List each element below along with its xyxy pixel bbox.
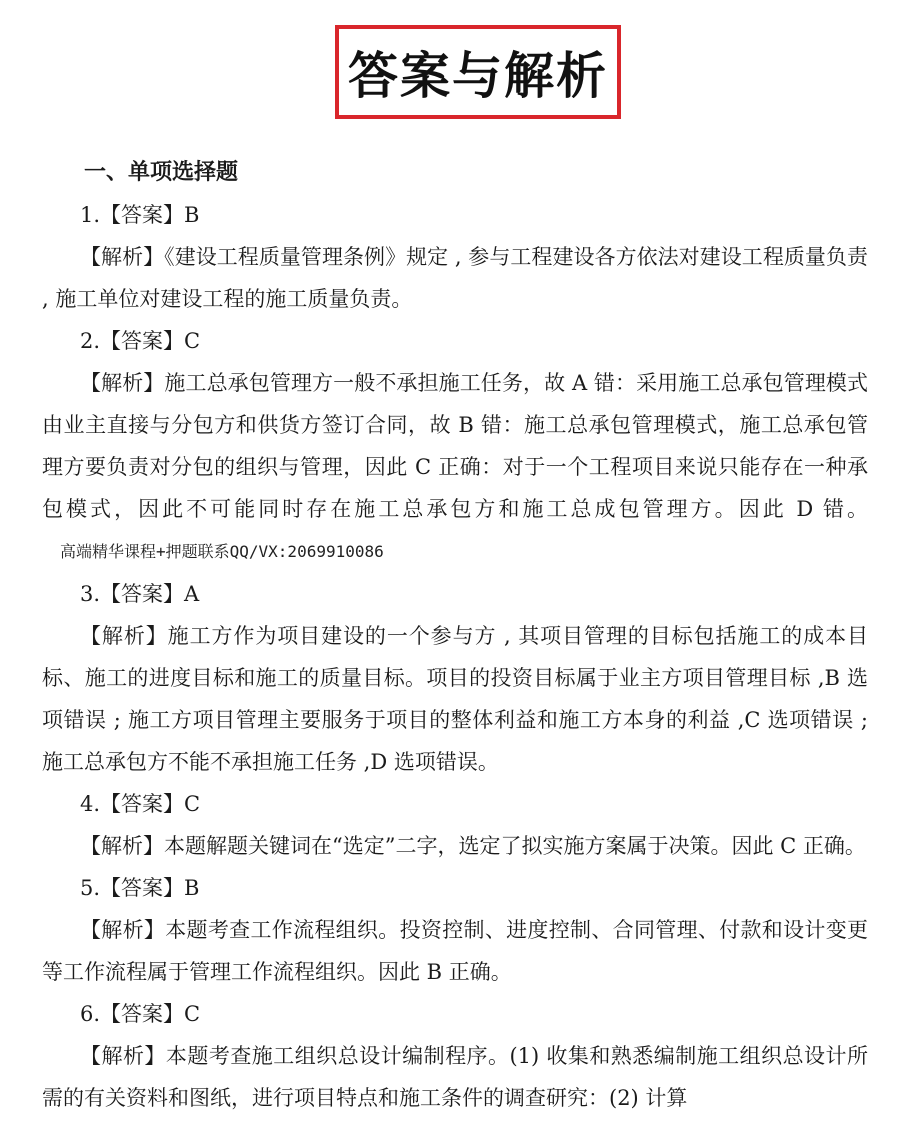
explanation-1 <box>42 236 868 320</box>
explanation-tag: 【解析】 <box>80 1044 166 1068</box>
explanation-tag: 【解析】 <box>80 834 164 858</box>
explanation-text: 本题解题关键词在“选定”二字，选定了拟实施方案属于决策。因此 C 正确。 <box>164 834 866 858</box>
explanation-6 <box>42 1035 868 1119</box>
explanation-tag: 【解析】 <box>80 245 165 269</box>
answer-4: 4.【答案】C <box>80 792 201 816</box>
page-title: 答案与解析 <box>348 46 608 105</box>
explanation-text: 施工方作为项目建设的一个参与方 , 其项目管理的目标包括施工的成本目标、施工的进度目标和施工的质量目标。项目的投资目标属于业主方项目管理目标 ,B 选项错误 ; 施工方项目管理主要服务于项目的整体利益和施工方本身的利益 ,C 选项错误 ; 施工总承包方不能不承担施工任务 ,D 选项错误。 <box>42 624 869 774</box>
explanation-text: 本题考查工作流程组织。投资控制、进度控制、合同管理、付款和设计变更等工作流程属于管理工作流程组织。因此 B 正确。 <box>42 918 869 984</box>
explanation-3 <box>42 615 868 783</box>
explanation-text: 施工总承包管理方一般不承担施工任务，故 A 错：采用施工总承包管理模式由业主直接与分包方和供货方签订合同，故 B 错：施工总承包管理模式，施工总承包管理方要负责对分包的组织与管理，因此 C 正确：对于一个工程项目来说只能存在一种承包模式，因此不可能同时存在施工总承包方和施工总成包管理方。因此 D 错。 <box>42 371 869 521</box>
explanation-4 <box>42 825 868 867</box>
answer-2: 2.【答案】C <box>80 329 201 353</box>
answer-1: 1.【答案】B <box>80 203 200 227</box>
explanation-5 <box>42 909 868 993</box>
explanation-text: 《建设工程质量管理条例》规定 , 参与工程建设各方依法对建设工程质量负责 , 施工单位对建设工程的施工质量负责。 <box>42 245 868 311</box>
answer-6: 6.【答案】C <box>80 1002 201 1026</box>
watermark-text: 高端精华课程+押题联系QQ/VX:2069910086 <box>60 542 384 561</box>
explanation-tag: 【解析】 <box>80 918 166 942</box>
explanation-2 <box>42 362 868 573</box>
explanation-text: 本题考查施工组织总设计编制程序。(1) 收集和熟悉编制施工组织总设计所需的有关资料和图纸，进行项目特点和施工条件的调查研究：(2) 计算 <box>42 1044 869 1110</box>
section-heading: 一、单项选择题 <box>84 160 239 185</box>
answer-3: 3.【答案】A <box>80 582 200 606</box>
answer-5: 5.【答案】B <box>80 876 200 900</box>
explanation-tag: 【解析】 <box>80 371 165 395</box>
explanation-tag: 【解析】 <box>80 624 168 648</box>
answer-content <box>42 152 868 1119</box>
title-box <box>335 25 621 119</box>
